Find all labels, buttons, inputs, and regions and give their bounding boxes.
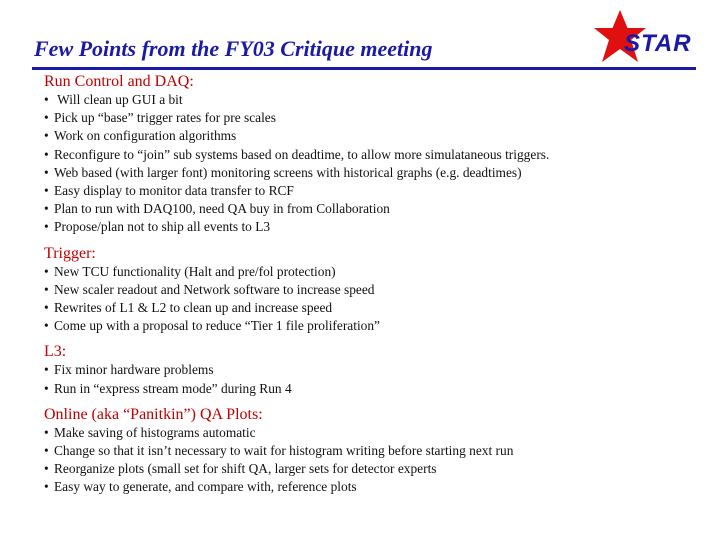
bullet-icon: • [44, 479, 49, 495]
bullet-icon: • [44, 362, 49, 378]
bullet-text: Rewrites of L1 & L2 to clean up and increase speed [54, 300, 333, 316]
bullet-item [44, 164, 704, 182]
slide-body [44, 72, 704, 497]
star-logo-text: STAR [624, 30, 692, 57]
bullet-item [44, 127, 704, 145]
section [44, 244, 704, 336]
bullet-icon: • [44, 263, 49, 279]
bullet-text: Reconfigure to “join” sub systems based on deadtime, to allow more simulataneous triggers. [54, 146, 550, 162]
bullet-icon: • [44, 128, 49, 144]
bullet-item [44, 281, 704, 299]
bullet-text: Web based (with larger font) monitoring screens with historical graphs (e.g. deadtimes) [54, 164, 522, 180]
bullet-item [44, 317, 704, 335]
section-heading: Run Control and DAQ: [44, 73, 194, 90]
bullet-text: Change so that it isn’t necessary to wait for histogram writing before starting next run [54, 443, 514, 459]
bullet-text: Reorganize plots (small set for shift QA, larger sets for detector experts [54, 461, 437, 477]
section-heading: Online (aka “Panitkin”) QA Plots: [44, 405, 263, 423]
bullet-icon: • [44, 300, 49, 316]
bullet-item [44, 146, 704, 164]
bullet-icon: • [44, 424, 49, 440]
bullet-text: New TCU functionality (Halt and pre/fol protection) [54, 263, 336, 279]
bullet-text: Plan to run with DAQ100, need QA buy in from Collaboration [54, 201, 390, 217]
bullet-item [44, 109, 704, 127]
bullet-icon: • [44, 443, 49, 459]
bullet-icon: • [44, 281, 49, 297]
bullet-text: Come up with a proposal to reduce “Tier 1 file proliferation” [54, 318, 380, 334]
bullet-icon: • [44, 146, 49, 162]
bullet-item [44, 200, 704, 218]
bullet-item [44, 442, 704, 460]
bullet-item [44, 182, 704, 200]
bullet-item [44, 218, 704, 236]
bullet-icon: • [44, 201, 49, 217]
slide-title: Few Points from the FY03 Critique meeting [34, 36, 433, 61]
bullet-item [44, 263, 704, 281]
bullet-list [44, 263, 704, 336]
bullet-icon: • [44, 461, 49, 477]
bullet-item [44, 424, 704, 442]
bullet-list [44, 91, 704, 237]
bullet-text: Will clean up GUI a bit [54, 92, 183, 107]
bullet-item [44, 299, 704, 317]
bullet-list [44, 361, 704, 397]
bullet-icon: • [44, 183, 49, 199]
bullet-list [44, 424, 704, 497]
bullet-text: Fix minor hardware problems [54, 362, 214, 378]
section [44, 72, 704, 237]
bullet-text: Pick up “base” trigger rates for pre scales [54, 110, 276, 126]
bullet-icon: • [44, 380, 49, 396]
bullet-icon: • [44, 164, 49, 180]
section [44, 342, 704, 397]
bullet-text: New scaler readout and Network software to increase speed [54, 281, 375, 297]
bullet-icon: • [44, 110, 49, 126]
bullet-icon: • [44, 219, 49, 235]
bullet-icon: • [44, 318, 49, 334]
bullet-text: Easy display to monitor data transfer to RCF [54, 183, 294, 199]
section [44, 405, 704, 497]
bullet-text: Easy way to generate, and compare with, reference plots [54, 479, 357, 495]
bullet-item [44, 478, 704, 496]
section-heading: Trigger: [44, 244, 96, 262]
bullet-text: Work on configuration algorithms [54, 128, 237, 144]
bullet-text: Propose/plan not to ship all events to L3 [54, 219, 271, 235]
bullet-item [44, 460, 704, 478]
bullet-item [44, 361, 704, 379]
bullet-text: Run in “express stream mode” during Run 4 [54, 380, 292, 396]
bullet-icon: • [44, 92, 49, 107]
section-heading: L3: [44, 343, 67, 361]
bullet-item [44, 380, 704, 398]
bullet-item [44, 91, 704, 109]
bullet-text: Make saving of histograms automatic [54, 424, 256, 440]
title-divider [32, 67, 696, 70]
